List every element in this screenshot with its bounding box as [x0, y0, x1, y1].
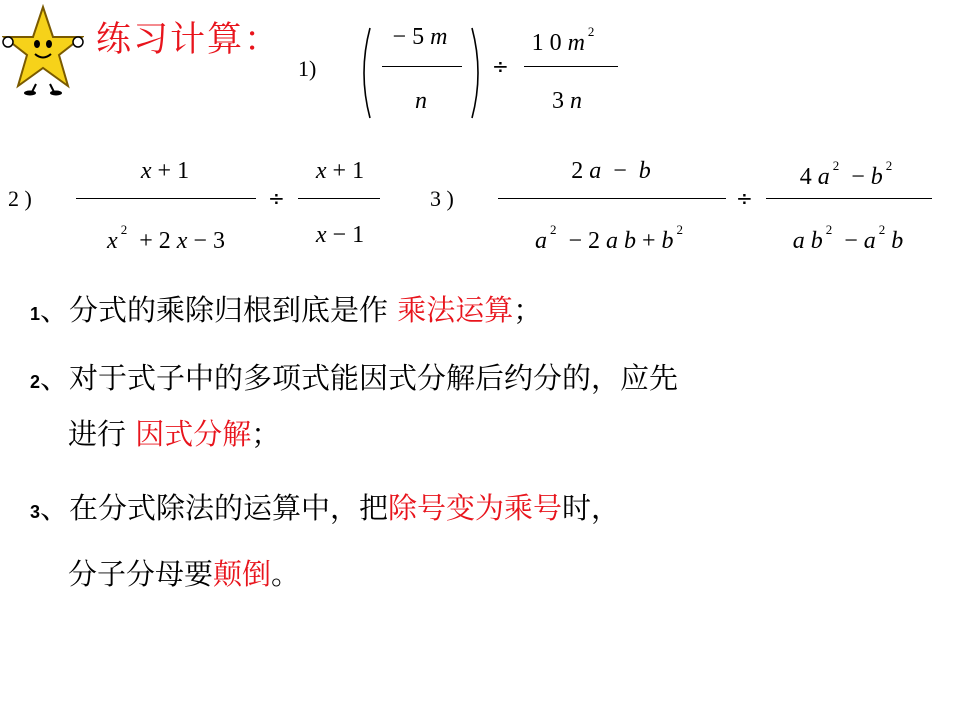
fraction-denominator: a $^2$ − 2 a b + b $^2$: [534, 222, 684, 254]
divide-sign: ÷: [268, 186, 285, 210]
fraction-bar: [382, 66, 462, 67]
fraction-denominator: a b $^2$ − a $^2$ b: [792, 222, 904, 254]
fraction-numerator: 4 a $^2$ − b $^2$: [799, 158, 893, 190]
fraction-bar: [76, 198, 256, 199]
divide-sign: ÷: [492, 54, 509, 78]
fraction-denominator: x $^2$ + 2 x − 3: [107, 222, 225, 254]
fraction-bar: [498, 198, 726, 199]
highlight-text: 除号变为乘号: [388, 491, 563, 525]
problem-2-label: 2 ): [8, 186, 32, 211]
fraction-bar: [298, 198, 380, 199]
fraction-bar: [766, 198, 932, 199]
fraction-denominator: n: [415, 88, 427, 114]
highlight-text: 乘法运算: [397, 293, 514, 327]
fraction-bar: [524, 66, 618, 67]
fraction-numerator: x + 1: [315, 158, 365, 184]
note-1: 1、分式的乘除归根到底是作 乘法运算；: [30, 293, 543, 327]
fraction-numerator: x + 1: [140, 158, 190, 184]
fraction-denominator: 3 n: [552, 88, 582, 114]
highlight-text: 因式分解: [135, 417, 252, 451]
fraction-numerator: 2 a − b: [571, 158, 651, 184]
problem-1-label: 1): [298, 56, 317, 81]
fraction-numerator: 1 0 m $^2$: [531, 24, 595, 56]
problem-3-label: 3 ): [430, 186, 454, 211]
note-2-continued: 进行 因式分解；: [68, 417, 281, 451]
note-2: 2、对于式子中的多项式能因式分解后约分的，应先: [30, 361, 679, 395]
note-3: 3、在分式除法的运算中，把除号变为乘号时，: [30, 491, 621, 525]
page-title: 练习计算：: [96, 20, 282, 60]
divide-sign: ÷: [736, 186, 753, 210]
fraction-denominator: x − 1: [315, 222, 365, 248]
highlight-text: 颠倒: [213, 557, 272, 591]
fraction-numerator: − 5 m: [392, 24, 448, 50]
star-mascot-icon: [2, 4, 84, 96]
note-3-continued: 分子分母要颠倒。: [68, 557, 301, 591]
